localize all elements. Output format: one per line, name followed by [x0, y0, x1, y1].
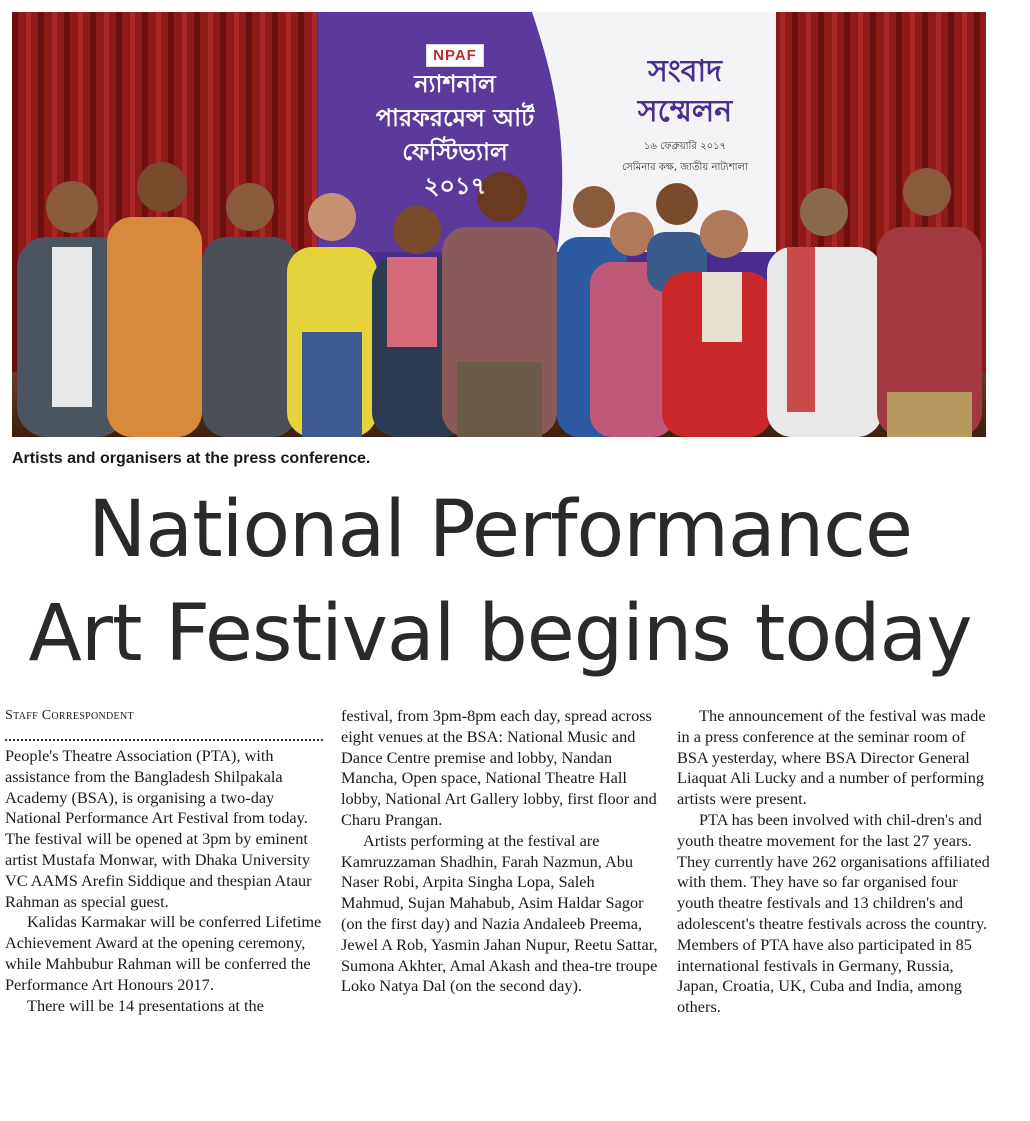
banner-date: ১৬ ফেব্রুয়ারি ২০১৭: [643, 141, 727, 152]
banner-title-line-1: ন্যাশনাল: [414, 70, 496, 98]
headline: [0, 478, 1000, 686]
byline-divider: [5, 733, 323, 741]
paragraph: PTA has been involved with chil-dren's and youth theatre movement for the last 27 years. They currently have 262 organisations affiliated with them. They have so far organised four youth theatre festivals and 13 children's and adolescent's theatre festivals across the country. Members of PTA have also participated in 85 international festivals in Germany, Russia, Japan, Croatia, UK, Cuba and India, among others.: [677, 809, 990, 1017]
banner-press-line-2: সম্মেলন: [637, 94, 733, 129]
headline-line-1: National Performance: [87, 485, 913, 575]
banner-title-block: [330, 24, 580, 254]
paragraph: Kalidas Karmakar will be conferred Lifetime Achievement Award at the opening ceremony, while Mahbubur Rahman will be conferred the Performance Art Honours 2017.: [5, 912, 322, 994]
paragraph: Artists performing at the festival are Kamruzzaman Shadhin, Farah Nazmun, Abu Naser Robi, Arpita Singha Lopa, Saleh Mahmud, Sujan Mahabub, Asim Haldar Sagor (on the first day) and Nazia Andaleeb Preema, Jewel A Rob, Yasmin Jahan Nupur, Reetu Sattar, Sumona Akhter, Amal Akash and thea-tre troupe Loko Natya Dal (on the second day).: [341, 830, 658, 996]
paragraph: festival, from 3pm-8pm each day, spread across eight venues at the BSA: National Music and Dance Centre premise and lobby, Nandan Mancha, Open space, National Theatre Hall lobby, National Art Gallery lobby, first floor and Charu Prangan.: [341, 706, 657, 829]
press-conference-photo: [12, 12, 986, 437]
npaf-logo: NPAF: [426, 44, 484, 67]
banner-title-line-3: ফেস্টিভ্যাল: [402, 138, 508, 166]
banner-press-block: [590, 52, 780, 174]
article-column-1: [5, 706, 323, 1016]
paragraph: The announcement of the festival was made in a press conference at the seminar room of BSA yesterday, where BSA Director General Liaquat Ali Lucky and a number of performing artists were present.: [677, 706, 986, 809]
article-column-2: [341, 706, 661, 997]
banner-venue: সেমিনার কক্ষ, জাতীয় নাট্যশালা: [622, 162, 748, 173]
paragraph: People's Theatre Association (PTA), with assistance from the Bangladesh Shilpakala Academy (BSA), is organising a two-day National Performance Art Festival from today. The festival will be opened at 3pm by eminent artist Mustafa Monwar, with Dhaka University VC AAMS Arefin Siddique and thespian Ataur Rahman as special guest.: [5, 746, 312, 911]
banner-title-line-2: পারফরমেন্স আর্ট: [375, 104, 535, 132]
paragraph: There will be 14 presentations at the: [27, 995, 264, 1015]
banner-title-line-4: ২০১৭: [423, 172, 487, 200]
byline: Staff Correspondent: [5, 708, 134, 723]
banner-press-line-1: সংবাদ: [648, 54, 722, 89]
headline-line-2: Art Festival begins today: [28, 589, 972, 679]
photo-caption: Artists and organisers at the press conference.: [12, 450, 371, 467]
article-column-3: [677, 706, 997, 1018]
